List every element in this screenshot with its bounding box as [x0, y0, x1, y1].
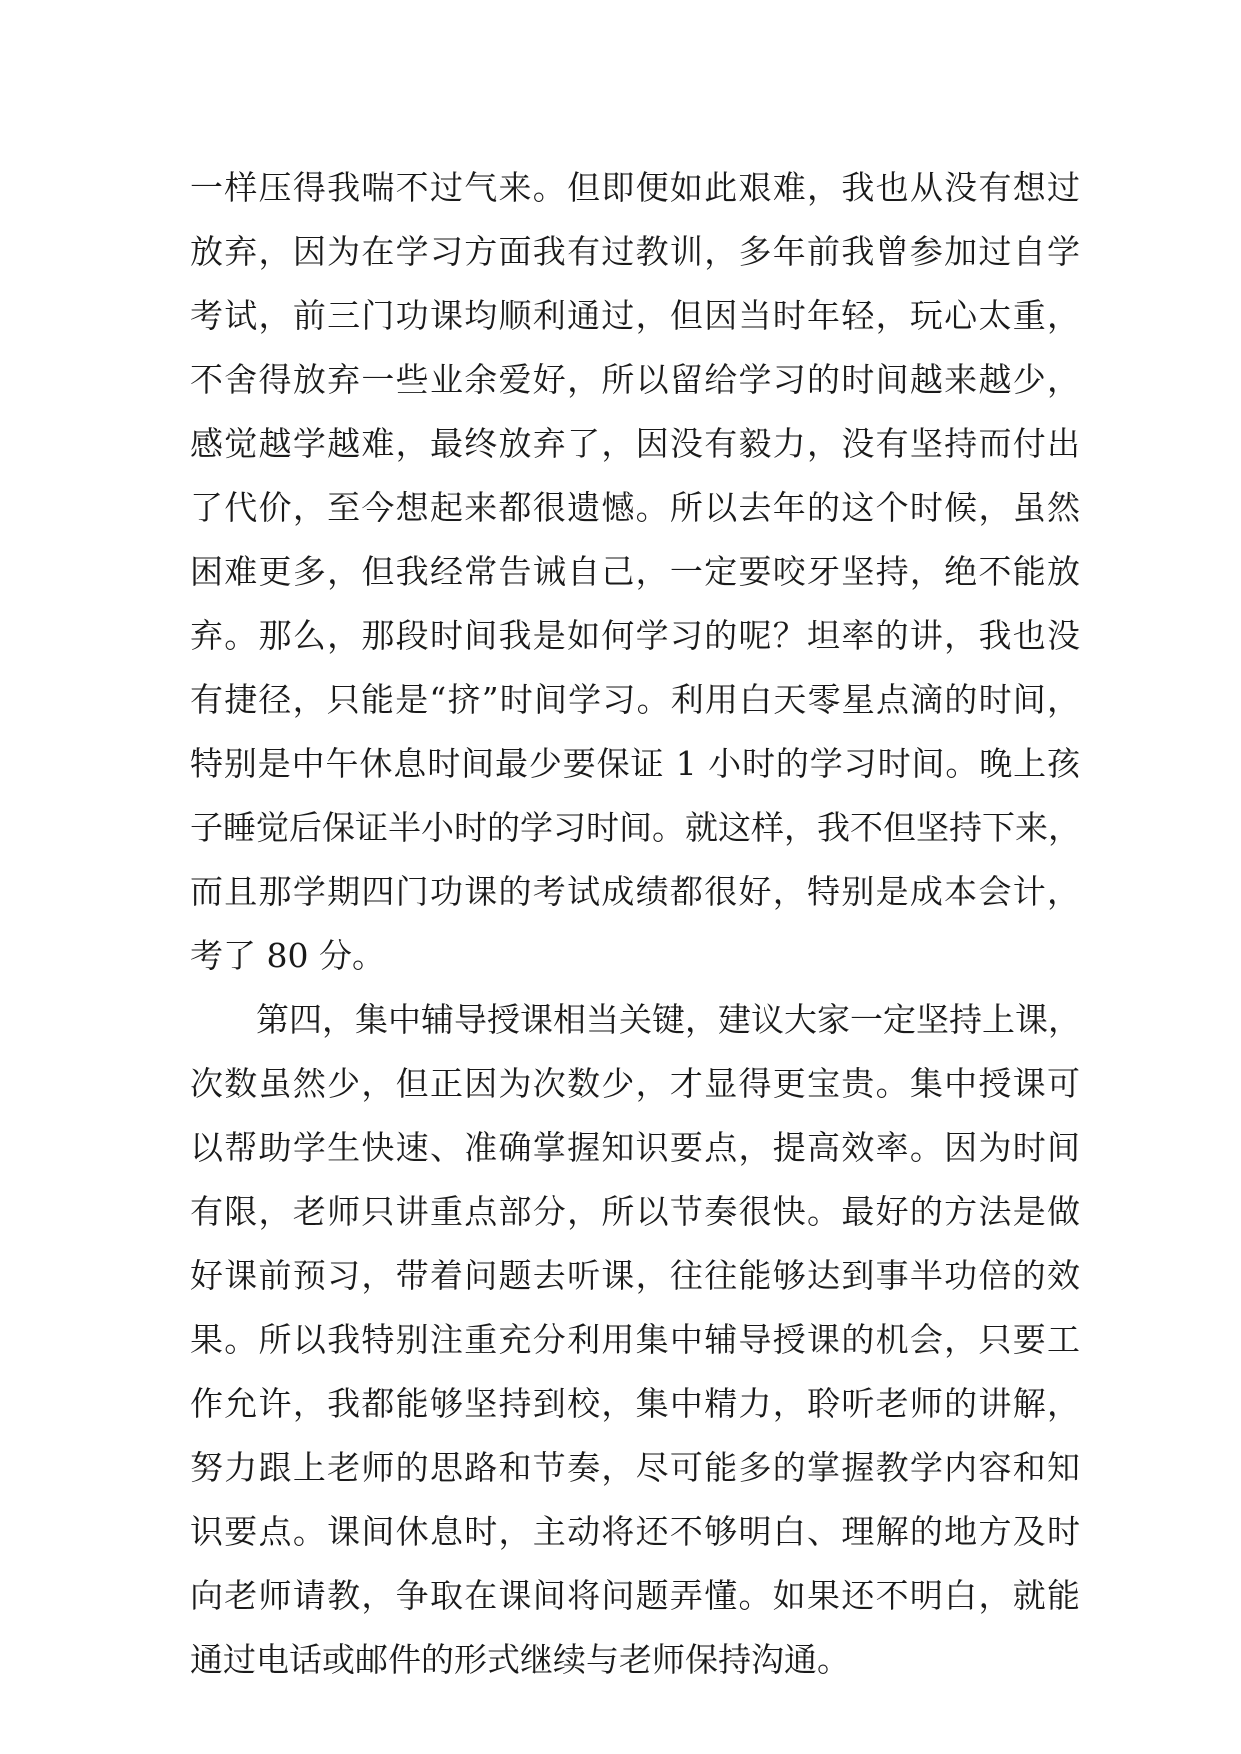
text-line: 有限，老师只讲重点部分，所以节奏很快。最好的方法是做	[190, 1192, 1080, 1231]
text-line: 识要点。课间休息时，主动将还不够明白、理解的地方及时	[190, 1512, 1080, 1551]
text-line: 果。所以我特别注重充分利用集中辅导授课的机会，只要工	[190, 1320, 1080, 1359]
text-line: 向老师请教，争取在课间将问题弄懂。如果还不明白，就能	[190, 1576, 1080, 1615]
text-line: 作允许，我都能够坚持到校，集中精力，聆听老师的讲解，	[190, 1384, 1080, 1423]
paragraph	[190, 156, 1080, 988]
paragraph	[190, 988, 1080, 1692]
text-line: 不舍得放弃一些业余爱好，所以留给学习的时间越来越少，	[190, 360, 1080, 399]
text-line: 通过电话或邮件的形式继续与老师保持沟通。	[190, 1640, 850, 1679]
text-line: 努力跟上老师的思路和节奏，尽可能多的掌握教学内容和知	[190, 1448, 1080, 1487]
text-line: 第四，集中辅导授课相当关键，建议大家一定坚持上课，	[256, 1000, 1081, 1039]
text-line: 弃。那么，那段时间我是如何学习的呢？坦率的讲，我也没	[190, 616, 1080, 655]
text-line: 困难更多，但我经常告诫自己，一定要咬牙坚持，绝不能放	[190, 552, 1080, 591]
text-line: 感觉越学越难，最终放弃了，因没有毅力，没有坚持而付出	[190, 424, 1080, 463]
text-line: 而且那学期四门功课的考试成绩都很好，特别是成本会计，	[190, 872, 1080, 911]
text-line: 子睡觉后保证半小时的学习时间。就这样，我不但坚持下来，	[190, 808, 1081, 847]
text-line: 一样压得我喘不过气来。但即便如此艰难，我也从没有想过	[190, 168, 1080, 207]
text-line: 有捷径，只能是“挤”时间学习。利用白天零星点滴的时间，	[190, 680, 1080, 719]
text-line: 了代价，至今想起来都很遗憾。所以去年的这个时候，虽然	[190, 488, 1080, 527]
text-line: 特别是中午休息时间最少要保证 1 小时的学习时间。晚上孩	[190, 744, 1080, 783]
text-line: 放弃，因为在学习方面我有过教训，多年前我曾参加过自学	[190, 232, 1080, 271]
text-line: 考了 80 分。	[190, 936, 385, 975]
text-line: 以帮助学生快速、准确掌握知识要点，提高效率。因为时间	[190, 1128, 1080, 1167]
document-body	[190, 156, 1080, 1692]
text-line: 次数虽然少，但正因为次数少，才显得更宝贵。集中授课可	[190, 1064, 1080, 1103]
text-line: 好课前预习，带着问题去听课，往往能够达到事半功倍的效	[190, 1256, 1080, 1295]
text-line: 考试，前三门功课均顺利通过，但因当时年轻，玩心太重，	[190, 296, 1080, 335]
